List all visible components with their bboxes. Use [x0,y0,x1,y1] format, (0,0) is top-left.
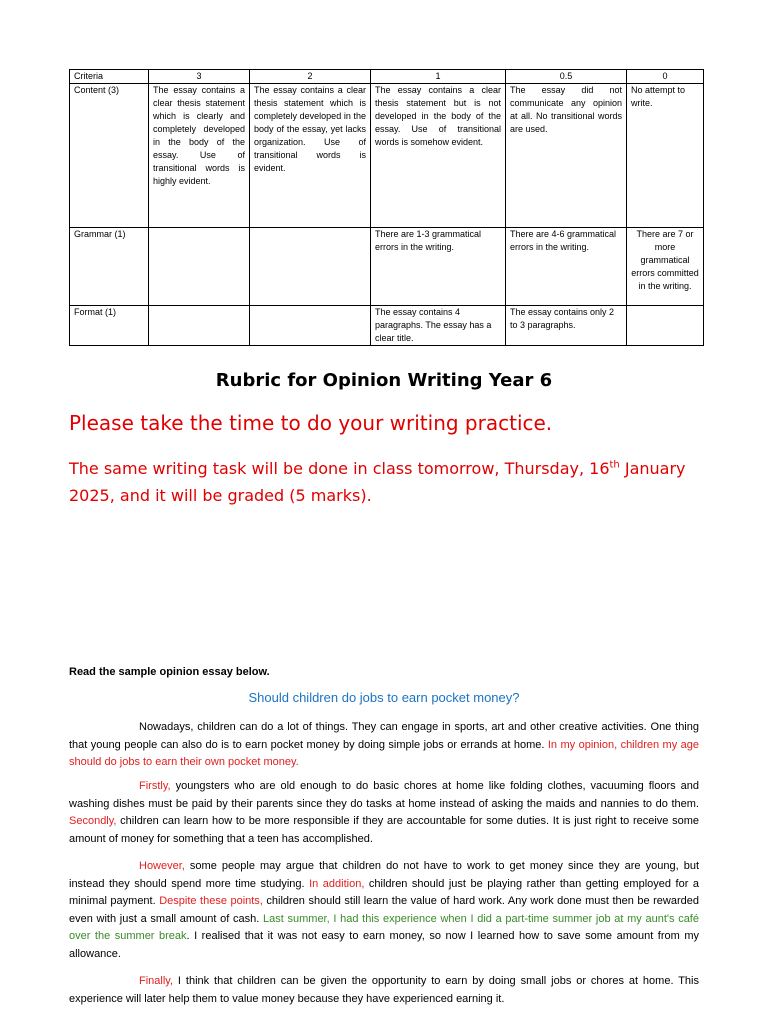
essay-paragraph-4 [69,973,699,1008]
p4-transition-finally: Finally, [139,975,174,987]
grammar-score-3 [149,228,250,306]
content-score-0-5: The essay did not communicate any opinion at all. No transitional words are used. [506,84,627,228]
p3-text-1: some people may argue that children do not have to work to get money since they are young, but instead they should spend more time studying. [69,860,699,890]
p2-text-2: children can learn how to be more responsible if they are accountable for some duties. It is just right to receive some amount of money for something that a teen has accomplished. [69,815,699,845]
header-score-2: 2 [250,70,371,84]
header-score-0: 0 [627,70,704,84]
p3-transition-however: However, [139,860,185,872]
content-score-3: The essay contains a clear thesis statement which is clearly and completely developed in the body of the essay. Use of transitional words is highly evident. [149,84,250,228]
content-score-1: The essay contains a clear thesis statement but is not developed in the body of the essay. Use of transitional words is somehow evident. [371,84,506,228]
format-score-0-5: The essay contains only 2 to 3 paragraphs. [506,306,627,346]
essay-paragraph-2 [69,778,699,848]
p1-thesis: In my opinion, children my age should do jobs to earn their own pocket money. [69,738,699,768]
p2-transition-firstly: Firstly, [139,780,171,792]
content-score-0: No attempt to write. [627,84,704,228]
rubric-row-format [70,306,704,346]
p3-text-2: children should just be playing rather than getting employed for a minimal payment. [69,877,699,907]
header-criteria: Criteria [70,70,149,84]
read-instruction: Read the sample opinion essay below. [69,666,270,678]
rubric-row-content [70,84,704,228]
notice-task [69,455,729,509]
notice-task-text-a: The same writing task will be done in class tomorrow, Thursday, 16 [69,459,610,478]
essay-paragraph-1 [69,719,699,772]
grammar-criteria: Grammar (1) [70,228,149,306]
rubric-header-row [70,70,704,84]
p2-text-1: youngsters who are old enough to do basic chores at home like folding clothes, vacuuming floors and washing dishes must be paid by their parents since they do tasks at home instead of asking the maids and nannies to do them. [69,780,699,810]
p3-text-3: children should still learn the value of hard work. Any work done must then be rewarded even with just a small amount of cash. [69,895,699,925]
p3-transition-in-addition: In addition, [309,877,365,890]
notice-practice: Please take the time to do your writing practice. [69,411,553,435]
grammar-score-0-5: There are 4-6 grammatical errors in the writing. [506,228,627,306]
content-criteria: Content (3) [70,84,149,228]
format-score-3 [149,306,250,346]
format-score-2 [250,306,371,346]
header-score-1: 1 [371,70,506,84]
content-score-2: The essay contains a clear thesis statement which is completely developed in the body of the essay, yet lacks organization. Use of transitional words is evident. [250,84,371,228]
header-score-3: 3 [149,70,250,84]
header-score-0-5: 0.5 [506,70,627,84]
p3-personal-experience: Last summer, I had this experience when I did a part-time summer job at my aunt's café over the summer break [69,912,699,942]
format-score-0 [627,306,704,346]
grammar-score-0: There are 7 or more grammatical errors committed in the writing. [627,228,704,306]
grammar-score-1: There are 1-3 grammatical errors in the writing. [371,228,506,306]
grammar-score-2 [250,228,371,306]
essay-title: Should children do jobs to earn pocket money? [248,690,520,705]
rubric-row-grammar [70,228,704,306]
p2-transition-secondly: Secondly, [69,815,117,827]
notice-task-text-b: January 2025, and it will be graded (5 marks). [69,459,686,505]
document-title: Rubric for Opinion Writing Year 6 [215,370,553,391]
p4-text: I think that children can be given the opportunity to earn by doing small jobs or chores at home. This experience will later help them to value money because they have experienced earning it. [69,975,699,1005]
format-criteria: Format (1) [70,306,149,346]
notice-task-ordinal: th [609,459,620,471]
format-score-1: The essay contains 4 paragraphs. The essay has a clear title. [371,306,506,346]
rubric-table [69,69,704,346]
p3-transition-despite: Despite these points, [159,895,263,907]
p3-text-4: . I realised that it was not easy to earn money, so now I learned how to save some amount from my allowance. [69,930,699,960]
p1-text: Nowadays, children can do a lot of things. They can engage in sports, art and other creative activities. One thing that young people can also do is to earn pocket money by doing simple jobs or errands at home. [69,721,699,751]
essay-paragraph-3 [69,858,699,963]
